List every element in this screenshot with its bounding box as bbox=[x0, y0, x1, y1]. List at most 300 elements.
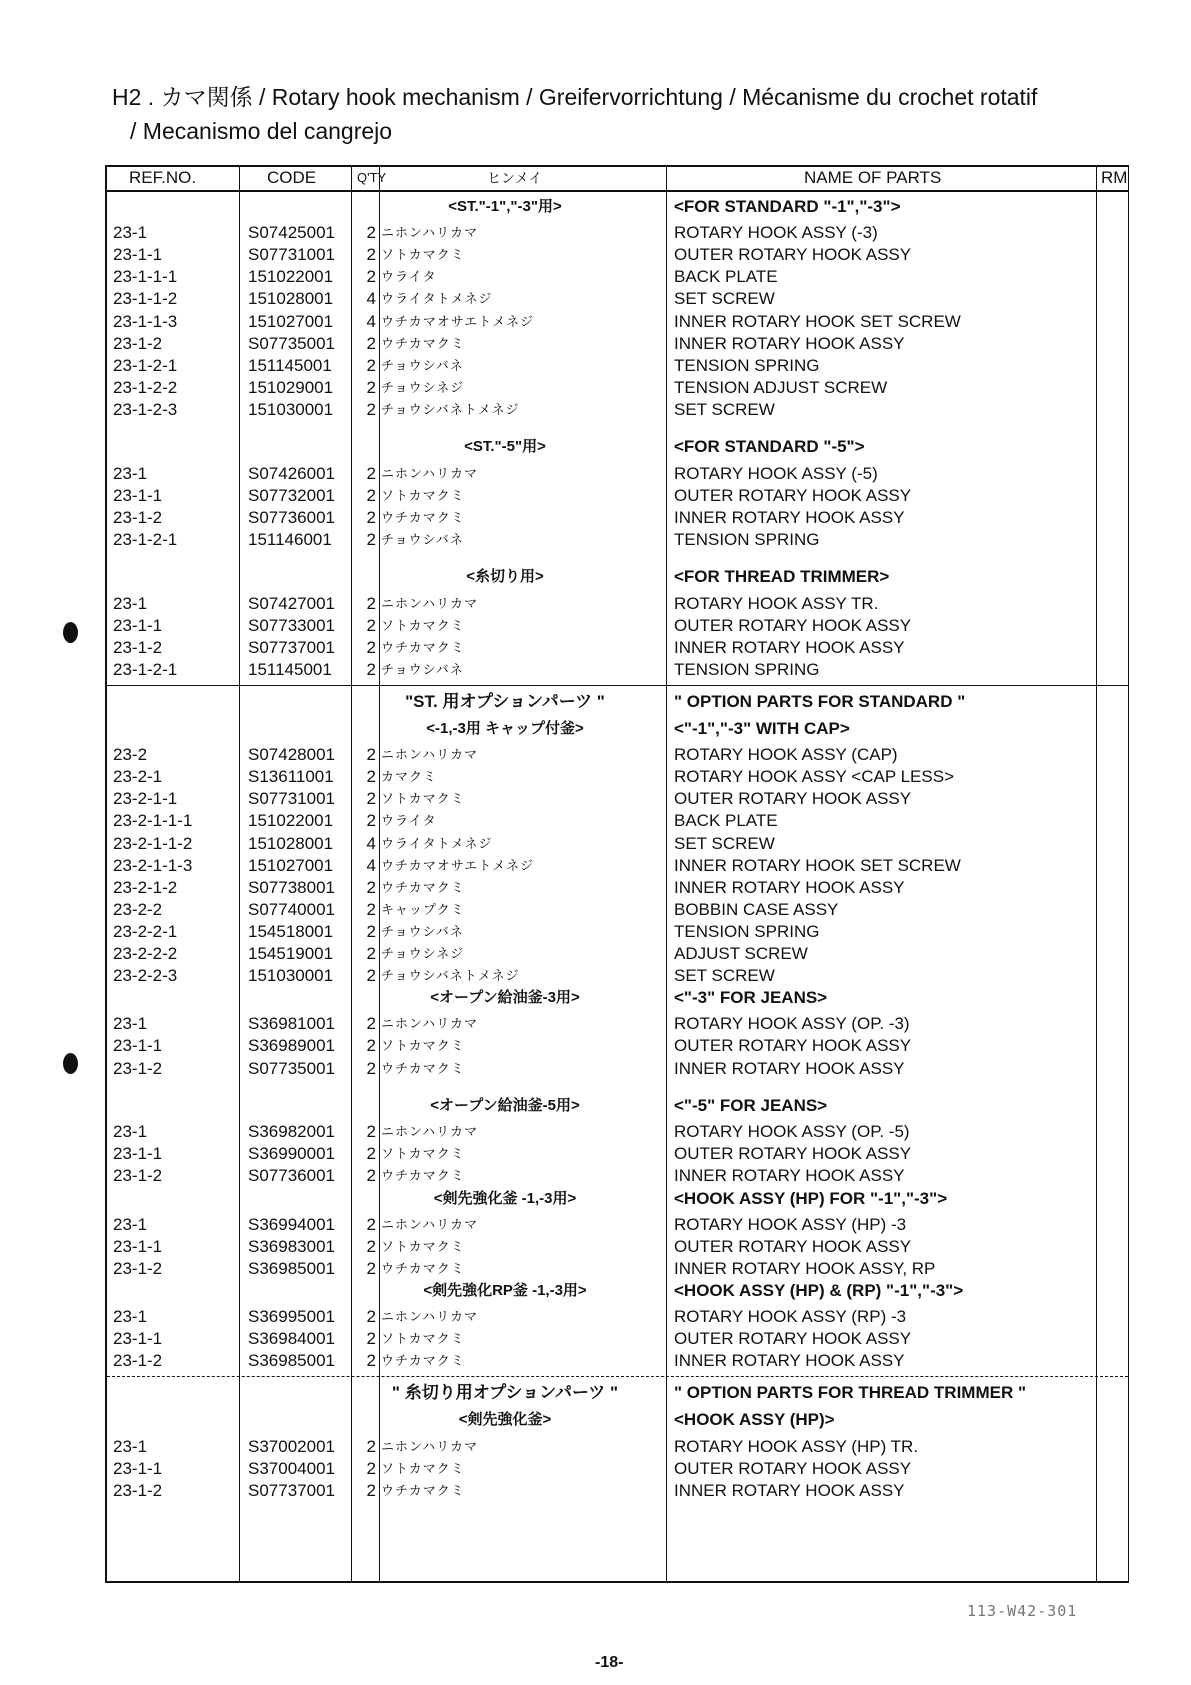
qty-cell: 2 bbox=[366, 377, 376, 397]
code-cell: 151029001 bbox=[248, 377, 334, 397]
part-name-cell: SET SCREW bbox=[674, 966, 775, 986]
kana-name-cell: チョウシバネトメネジ bbox=[381, 401, 520, 417]
ref-no-cell: 23-2-1 bbox=[113, 767, 163, 787]
part-name-cell: ROTARY HOOK ASSY (OP. -3) bbox=[674, 1014, 910, 1034]
header-code: CODE bbox=[267, 168, 317, 187]
kana-name-cell: ウチカマクミ bbox=[381, 1482, 465, 1498]
table-row bbox=[107, 1328, 1128, 1350]
table-row bbox=[107, 1306, 1128, 1328]
table-row bbox=[107, 377, 1128, 399]
qty-cell: 2 bbox=[366, 355, 376, 375]
part-name-cell: OUTER ROTARY HOOK ASSY bbox=[674, 485, 912, 505]
code-cell: S36990001 bbox=[248, 1144, 335, 1164]
ref-no-cell: 23-1-1 bbox=[113, 1236, 163, 1256]
qty-cell: 2 bbox=[366, 1214, 376, 1234]
kana-name-cell: ウライタトメネジ bbox=[381, 835, 493, 851]
part-name-cell: OUTER ROTARY HOOK ASSY bbox=[674, 245, 912, 265]
group-heading-name: <"-5" FOR JEANS> bbox=[674, 1096, 828, 1116]
qty-cell: 2 bbox=[366, 1258, 376, 1278]
qty-cell: 2 bbox=[366, 333, 376, 353]
ref-no-cell: 23-2-1-1 bbox=[113, 789, 178, 809]
part-name-cell: BOBBIN CASE ASSY bbox=[674, 899, 839, 919]
kana-name-cell: ウチカマオサエトメネジ bbox=[381, 313, 535, 329]
kana-name-cell: ソトカマクミ bbox=[381, 1460, 465, 1476]
part-name-cell: OUTER ROTARY HOOK ASSY bbox=[674, 615, 912, 635]
header-ref: REF.NO. bbox=[129, 168, 197, 187]
qty-cell: 2 bbox=[366, 1036, 376, 1056]
qty-cell: 2 bbox=[366, 267, 376, 287]
group-heading bbox=[107, 436, 1128, 458]
part-name-cell: TENSION SPRING bbox=[674, 355, 820, 375]
ref-no-cell: 23-2 bbox=[113, 745, 148, 765]
kana-name-cell: チョウシバネ bbox=[381, 357, 464, 373]
qty-cell: 2 bbox=[366, 1236, 376, 1256]
code-cell: S07738001 bbox=[248, 877, 335, 897]
margin-bullet-2 bbox=[63, 1053, 78, 1074]
kana-name-cell: ニホンハリカマ bbox=[381, 1016, 478, 1032]
qty-cell: 4 bbox=[366, 289, 376, 309]
table-row bbox=[107, 1480, 1128, 1502]
kana-name-cell: ニホンハリカマ bbox=[381, 465, 478, 481]
group-heading-kana: <糸切り用> bbox=[466, 568, 544, 586]
kana-name-cell: チョウシバネトメネジ bbox=[381, 968, 520, 984]
code-cell: S07736001 bbox=[248, 507, 335, 527]
group-heading-kana: <ST."-1","-3"用> bbox=[448, 198, 562, 215]
section-heading bbox=[107, 1382, 1128, 1404]
group-heading bbox=[107, 1188, 1128, 1210]
qty-cell: 2 bbox=[366, 463, 376, 483]
ref-no-cell: 23-1-1 bbox=[113, 1458, 163, 1478]
page-number: -18- bbox=[595, 1654, 624, 1671]
part-name-cell: SET SCREW bbox=[674, 833, 775, 853]
table-row bbox=[107, 1236, 1128, 1258]
part-name-cell: TENSION ADJUST SCREW bbox=[674, 377, 888, 397]
ref-no-cell: 23-1-2-1 bbox=[113, 529, 178, 549]
code-cell: 151145001 bbox=[248, 355, 332, 375]
parts-table bbox=[105, 165, 1129, 1583]
kana-name-cell: ソトカマクミ bbox=[381, 617, 465, 633]
part-name-cell: ROTARY HOOK ASSY (-5) bbox=[674, 463, 878, 483]
ref-no-cell: 23-2-2 bbox=[113, 899, 163, 919]
ref-no-cell: 23-1-2 bbox=[113, 1058, 163, 1078]
code-cell: 154519001 bbox=[248, 944, 334, 964]
part-name-cell: OUTER ROTARY HOOK ASSY bbox=[674, 1036, 912, 1056]
ref-no-cell: 23-1-1 bbox=[113, 615, 163, 635]
kana-name-cell: ソトカマクミ bbox=[381, 247, 465, 263]
group-heading-name: " OPTION PARTS FOR STANDARD " bbox=[674, 691, 966, 711]
table-row bbox=[107, 355, 1128, 377]
group-heading-kana: <剣先強化RP釜 -1,-3用> bbox=[423, 1281, 587, 1299]
group-heading bbox=[107, 1409, 1128, 1431]
ref-no-cell: 23-1-2-1 bbox=[113, 659, 178, 679]
code-cell: 151030001 bbox=[248, 966, 334, 986]
code-cell: S37002001 bbox=[248, 1436, 335, 1456]
code-cell: 151022001 bbox=[248, 811, 334, 831]
table-row bbox=[107, 810, 1128, 832]
qty-cell: 2 bbox=[366, 1329, 376, 1349]
part-name-cell: TENSION SPRING bbox=[674, 659, 820, 679]
kana-name-cell: ウチカマクミ bbox=[381, 879, 465, 895]
qty-cell: 2 bbox=[366, 659, 376, 679]
table-row bbox=[107, 1121, 1128, 1143]
qty-cell: 2 bbox=[366, 899, 376, 919]
qty-cell: 2 bbox=[366, 1166, 376, 1186]
table-row bbox=[107, 1350, 1128, 1372]
code-cell: 151027001 bbox=[248, 311, 334, 331]
kana-name-cell: チョウシネジ bbox=[381, 946, 465, 962]
ref-no-cell: 23-1 bbox=[113, 1436, 148, 1456]
table-row bbox=[107, 899, 1128, 921]
part-name-cell: INNER ROTARY HOOK ASSY bbox=[674, 877, 905, 897]
part-name-cell: TENSION SPRING bbox=[674, 921, 820, 941]
code-cell: 151146001 bbox=[248, 529, 332, 549]
qty-cell: 2 bbox=[366, 745, 376, 765]
kana-name-cell: ニホンハリカマ bbox=[381, 1309, 478, 1324]
table-row bbox=[107, 1143, 1128, 1165]
group-heading-name: <FOR STANDARD "-5"> bbox=[674, 437, 865, 457]
code-cell: S07425001 bbox=[248, 223, 335, 243]
kana-name-cell: ウチカマオサエトメネジ bbox=[381, 857, 535, 873]
ref-no-cell: 23-2-1-1-2 bbox=[113, 833, 193, 853]
table-row bbox=[107, 766, 1128, 788]
table-row bbox=[107, 266, 1128, 288]
table-row bbox=[107, 1013, 1128, 1035]
group-heading bbox=[107, 1095, 1128, 1117]
table-row bbox=[107, 1165, 1128, 1187]
ref-no-cell: 23-1-1 bbox=[113, 1329, 163, 1349]
code-cell: S36994001 bbox=[248, 1214, 335, 1234]
qty-cell: 2 bbox=[366, 485, 376, 505]
ref-no-cell: 23-1 bbox=[113, 1122, 148, 1142]
ref-no-cell: 23-1-2 bbox=[113, 1351, 163, 1371]
kana-name-cell: ウライタトメネジ bbox=[381, 291, 493, 307]
kana-name-cell: チョウシバネ bbox=[381, 661, 464, 677]
ref-no-cell: 23-1 bbox=[113, 1014, 148, 1034]
kana-name-cell: ウライタ bbox=[381, 269, 437, 285]
ref-no-cell: 23-1-1-2 bbox=[113, 289, 178, 309]
table-row bbox=[107, 855, 1128, 877]
table-header bbox=[107, 167, 1128, 192]
table-row bbox=[107, 744, 1128, 766]
kana-name-cell: ウチカマクミ bbox=[381, 335, 465, 351]
code-cell: S36989001 bbox=[248, 1036, 335, 1056]
qty-cell: 2 bbox=[366, 529, 376, 549]
part-name-cell: BACK PLATE bbox=[674, 267, 778, 287]
part-name-cell: SET SCREW bbox=[674, 289, 775, 309]
ref-no-cell: 23-1-1 bbox=[113, 1144, 163, 1164]
table-row bbox=[107, 1058, 1128, 1080]
ref-no-cell: 23-1-2-3 bbox=[113, 399, 178, 419]
kana-name-cell: ソトカマクミ bbox=[381, 1238, 465, 1254]
part-name-cell: INNER ROTARY HOOK SET SCREW bbox=[674, 311, 961, 331]
kana-name-cell: ニホンハリカマ bbox=[381, 1124, 478, 1140]
table-row bbox=[107, 529, 1128, 551]
ref-no-cell: 23-2-1-1-1 bbox=[113, 811, 193, 831]
qty-cell: 2 bbox=[366, 877, 376, 897]
group-heading bbox=[107, 566, 1128, 588]
code-cell: S07735001 bbox=[248, 333, 335, 353]
kana-name-cell: ソトカマクミ bbox=[381, 1146, 465, 1162]
group-heading-name: <HOOK ASSY (HP)> bbox=[674, 1410, 835, 1430]
table-row bbox=[107, 222, 1128, 244]
table-row bbox=[107, 593, 1128, 615]
table-row bbox=[107, 399, 1128, 421]
ref-no-cell: 23-1-2-1 bbox=[113, 355, 178, 375]
code-cell: S07737001 bbox=[248, 1480, 335, 1500]
table-row bbox=[107, 507, 1128, 529]
code-cell: S07740001 bbox=[248, 899, 335, 919]
qty-cell: 2 bbox=[366, 1144, 376, 1164]
qty-cell: 2 bbox=[366, 944, 376, 964]
table-row bbox=[107, 659, 1128, 681]
section-divider bbox=[107, 685, 1128, 686]
part-name-cell: INNER ROTARY HOOK ASSY, RP bbox=[674, 1258, 936, 1278]
ref-no-cell: 23-2-2-1 bbox=[113, 921, 178, 941]
part-name-cell: INNER ROTARY HOOK ASSY bbox=[674, 1480, 905, 1500]
code-cell: 154518001 bbox=[248, 921, 334, 941]
table-row bbox=[107, 833, 1128, 855]
document-code: 113-W42-301 bbox=[967, 1602, 1078, 1620]
ref-no-cell: 23-1-1-3 bbox=[113, 311, 178, 331]
kana-name-cell: ニホンハリカマ bbox=[381, 747, 478, 763]
part-name-cell: OUTER ROTARY HOOK ASSY bbox=[674, 1144, 912, 1164]
qty-cell: 2 bbox=[366, 921, 376, 941]
kana-name-cell: ソトカマクミ bbox=[381, 1331, 465, 1347]
kana-name-cell: ニホンハリカマ bbox=[381, 1438, 478, 1454]
group-heading-kana: <剣先強化釜> bbox=[458, 1411, 552, 1429]
group-heading-kana: <ST."-5"用> bbox=[464, 438, 546, 456]
qty-cell: 2 bbox=[366, 1058, 376, 1078]
kana-name-cell: ウチカマクミ bbox=[381, 1168, 465, 1184]
table-row bbox=[107, 333, 1128, 355]
group-heading-name: " OPTION PARTS FOR THREAD TRIMMER " bbox=[674, 1383, 1027, 1403]
qty-cell: 2 bbox=[366, 615, 376, 635]
ref-no-cell: 23-1-1 bbox=[113, 1036, 163, 1056]
table-row bbox=[107, 244, 1128, 266]
header-kana: ヒンメイ bbox=[487, 170, 543, 186]
ref-no-cell: 23-1-2 bbox=[113, 1480, 163, 1500]
kana-name-cell: ウチカマクミ bbox=[381, 1353, 465, 1369]
qty-cell: 4 bbox=[366, 833, 376, 853]
group-heading-name: <FOR STANDARD "-1","-3"> bbox=[674, 197, 901, 216]
ref-no-cell: 23-1-1-1 bbox=[113, 267, 178, 287]
code-cell: S36981001 bbox=[248, 1014, 335, 1034]
section-divider bbox=[107, 1376, 1128, 1377]
table-row bbox=[107, 877, 1128, 899]
group-heading bbox=[107, 1280, 1128, 1302]
code-cell: 151145001 bbox=[248, 659, 332, 679]
part-name-cell: OUTER ROTARY HOOK ASSY bbox=[674, 789, 912, 809]
qty-cell: 2 bbox=[366, 811, 376, 831]
code-cell: S07427001 bbox=[248, 593, 335, 613]
qty-cell: 2 bbox=[366, 507, 376, 527]
part-name-cell: SET SCREW bbox=[674, 399, 775, 419]
code-cell: S07737001 bbox=[248, 637, 335, 657]
kana-name-cell: キャップクミ bbox=[381, 901, 465, 917]
group-heading bbox=[107, 987, 1128, 1009]
table-row bbox=[107, 943, 1128, 965]
ref-no-cell: 23-1 bbox=[113, 463, 148, 483]
qty-cell: 2 bbox=[366, 1122, 376, 1142]
kana-name-cell: チョウシネジ bbox=[381, 379, 465, 395]
table-row bbox=[107, 1458, 1128, 1480]
kana-name-cell: ニホンハリカマ bbox=[381, 225, 478, 241]
ref-no-cell: 23-1-1 bbox=[113, 245, 163, 265]
part-name-cell: INNER ROTARY HOOK ASSY bbox=[674, 1351, 905, 1371]
ref-no-cell: 23-1 bbox=[113, 593, 148, 613]
group-heading bbox=[107, 196, 1128, 218]
part-name-cell: BACK PLATE bbox=[674, 811, 778, 831]
qty-cell: 4 bbox=[366, 855, 376, 875]
kana-name-cell: チョウシバネ bbox=[381, 531, 464, 547]
qty-cell: 2 bbox=[366, 1014, 376, 1034]
ref-no-cell: 23-1 bbox=[113, 1214, 148, 1234]
kana-name-cell: ウチカマクミ bbox=[381, 509, 465, 525]
group-heading bbox=[107, 718, 1128, 740]
qty-cell: 2 bbox=[366, 767, 376, 787]
part-name-cell: INNER ROTARY HOOK ASSY bbox=[674, 333, 905, 353]
table-row bbox=[107, 637, 1128, 659]
kana-name-cell: ソトカマクミ bbox=[381, 1038, 465, 1054]
part-name-cell: ROTARY HOOK ASSY (-3) bbox=[674, 223, 878, 243]
part-name-cell: ROTARY HOOK ASSY (HP) TR. bbox=[674, 1436, 919, 1456]
code-cell: S07731001 bbox=[248, 245, 335, 265]
part-name-cell: OUTER ROTARY HOOK ASSY bbox=[674, 1458, 912, 1478]
code-cell: 151027001 bbox=[248, 855, 334, 875]
ref-no-cell: 23-1-2 bbox=[113, 1166, 163, 1186]
part-name-cell: ROTARY HOOK ASSY (HP) -3 bbox=[674, 1214, 907, 1234]
part-name-cell: INNER ROTARY HOOK ASSY bbox=[674, 507, 905, 527]
qty-cell: 2 bbox=[366, 637, 376, 657]
kana-name-cell: ソトカマクミ bbox=[381, 791, 465, 807]
table-row bbox=[107, 965, 1128, 987]
part-name-cell: TENSION SPRING bbox=[674, 529, 820, 549]
group-heading-kana: " 糸切り用オプションパーツ " bbox=[391, 1383, 619, 1403]
part-name-cell: OUTER ROTARY HOOK ASSY bbox=[674, 1236, 912, 1256]
part-name-cell: ROTARY HOOK ASSY (CAP) bbox=[674, 745, 898, 765]
ref-no-cell: 23-2-1-2 bbox=[113, 877, 178, 897]
code-cell: S07736001 bbox=[248, 1166, 335, 1186]
group-heading-kana: <オープン給油釜-3用> bbox=[430, 989, 580, 1007]
table-row bbox=[107, 1214, 1128, 1236]
kana-name-cell: ウチカマクミ bbox=[381, 1060, 465, 1076]
kana-name-cell: ニホンハリカマ bbox=[381, 595, 478, 611]
part-name-cell: INNER ROTARY HOOK ASSY bbox=[674, 1166, 905, 1186]
table-row bbox=[107, 485, 1128, 507]
group-heading-kana: <剣先強化釜 -1,-3用> bbox=[433, 1189, 577, 1207]
kana-name-cell: ウライタ bbox=[381, 813, 437, 829]
part-name-cell: INNER ROTARY HOOK SET SCREW bbox=[674, 855, 961, 875]
group-heading-name: <FOR THREAD TRIMMER> bbox=[674, 567, 890, 587]
kana-name-cell: カマクミ bbox=[381, 769, 438, 785]
kana-name-cell: チョウシバネ bbox=[381, 923, 464, 939]
title-line-1: H2 . カマ関係 / Rotary hook mechanism / Greifervorrichtung / Mécanisme du crochet rotatif bbox=[112, 84, 1038, 110]
code-cell: 151028001 bbox=[248, 833, 334, 853]
table-row bbox=[107, 311, 1128, 333]
group-heading-name: <HOOK ASSY (HP) FOR "-1","-3"> bbox=[674, 1188, 948, 1208]
qty-cell: 2 bbox=[366, 223, 376, 243]
code-cell: S36982001 bbox=[248, 1122, 335, 1142]
ref-no-cell: 23-2-1-1-3 bbox=[113, 855, 193, 875]
code-cell: 151030001 bbox=[248, 399, 334, 419]
kana-name-cell: ニホンハリカマ bbox=[381, 1216, 478, 1232]
part-name-cell: OUTER ROTARY HOOK ASSY bbox=[674, 1329, 912, 1349]
qty-cell: 2 bbox=[366, 1436, 376, 1456]
qty-cell: 2 bbox=[366, 593, 376, 613]
ref-no-cell: 23-1-2 bbox=[113, 1258, 163, 1278]
code-cell: S07732001 bbox=[248, 485, 335, 505]
code-cell: S07428001 bbox=[248, 745, 335, 765]
table-row bbox=[107, 615, 1128, 637]
group-heading-name: <"-1","-3" WITH CAP> bbox=[674, 719, 850, 739]
ref-no-cell: 23-1-2 bbox=[113, 637, 163, 657]
qty-cell: 2 bbox=[366, 789, 376, 809]
code-cell: 151028001 bbox=[248, 289, 334, 309]
table-row bbox=[107, 1035, 1128, 1057]
group-heading-name: <"-3" FOR JEANS> bbox=[674, 988, 828, 1008]
part-name-cell: INNER ROTARY HOOK ASSY bbox=[674, 637, 905, 657]
kana-name-cell: ウチカマクミ bbox=[381, 1260, 465, 1276]
ref-no-cell: 23-2-2-3 bbox=[113, 966, 178, 986]
code-cell: 151022001 bbox=[248, 267, 334, 287]
qty-cell: 4 bbox=[366, 311, 376, 331]
table-row bbox=[107, 1436, 1128, 1458]
title-line-2: / Mecanismo del cangrejo bbox=[130, 118, 393, 144]
page-title bbox=[112, 80, 1037, 148]
kana-name-cell: ウチカマクミ bbox=[381, 639, 465, 655]
ref-no-cell: 23-1 bbox=[113, 223, 148, 243]
qty-cell: 2 bbox=[366, 245, 376, 265]
qty-cell: 2 bbox=[366, 399, 376, 419]
code-cell: S07731001 bbox=[248, 789, 335, 809]
part-name-cell: INNER ROTARY HOOK ASSY bbox=[674, 1058, 905, 1078]
ref-no-cell: 23-1-2-2 bbox=[113, 377, 178, 397]
header-name: NAME OF PARTS bbox=[804, 168, 942, 187]
table-row bbox=[107, 921, 1128, 943]
code-cell: S07426001 bbox=[248, 463, 335, 483]
ref-no-cell: 23-2-2-2 bbox=[113, 944, 178, 964]
qty-cell: 2 bbox=[366, 1307, 376, 1326]
code-cell: S36983001 bbox=[248, 1236, 335, 1256]
ref-no-cell: 23-1-1 bbox=[113, 485, 163, 505]
code-cell: S07733001 bbox=[248, 615, 335, 635]
code-cell: S36985001 bbox=[248, 1351, 335, 1371]
group-heading-kana: <-1,-3用 キャップ付釜> bbox=[426, 720, 584, 738]
group-heading-kana: <オープン給油釜-5用> bbox=[430, 1097, 580, 1115]
code-cell: S13611001 bbox=[248, 767, 334, 787]
table-row bbox=[107, 288, 1128, 310]
part-name-cell: ROTARY HOOK ASSY <CAP LESS> bbox=[674, 767, 955, 787]
qty-cell: 2 bbox=[366, 1458, 376, 1478]
qty-cell: 2 bbox=[366, 1351, 376, 1371]
table-row bbox=[107, 788, 1128, 810]
code-cell: S36985001 bbox=[248, 1258, 335, 1278]
qty-cell: 2 bbox=[366, 966, 376, 986]
part-name-cell: ROTARY HOOK ASSY (RP) -3 bbox=[674, 1307, 907, 1326]
ref-no-cell: 23-1-2 bbox=[113, 333, 163, 353]
qty-cell: 2 bbox=[366, 1480, 376, 1500]
header-rm: RM bbox=[1101, 168, 1128, 187]
part-name-cell: ROTARY HOOK ASSY (OP. -5) bbox=[674, 1122, 910, 1142]
part-name-cell: ADJUST SCREW bbox=[674, 944, 808, 964]
section-heading bbox=[107, 691, 1128, 713]
part-name-cell: ROTARY HOOK ASSY TR. bbox=[674, 593, 879, 613]
code-cell: S37004001 bbox=[248, 1458, 335, 1478]
table-row bbox=[107, 1258, 1128, 1280]
group-heading-name: <HOOK ASSY (HP) & (RP) "-1","-3"> bbox=[674, 1280, 964, 1300]
code-cell: S07735001 bbox=[248, 1058, 335, 1078]
code-cell: S36984001 bbox=[248, 1329, 335, 1349]
